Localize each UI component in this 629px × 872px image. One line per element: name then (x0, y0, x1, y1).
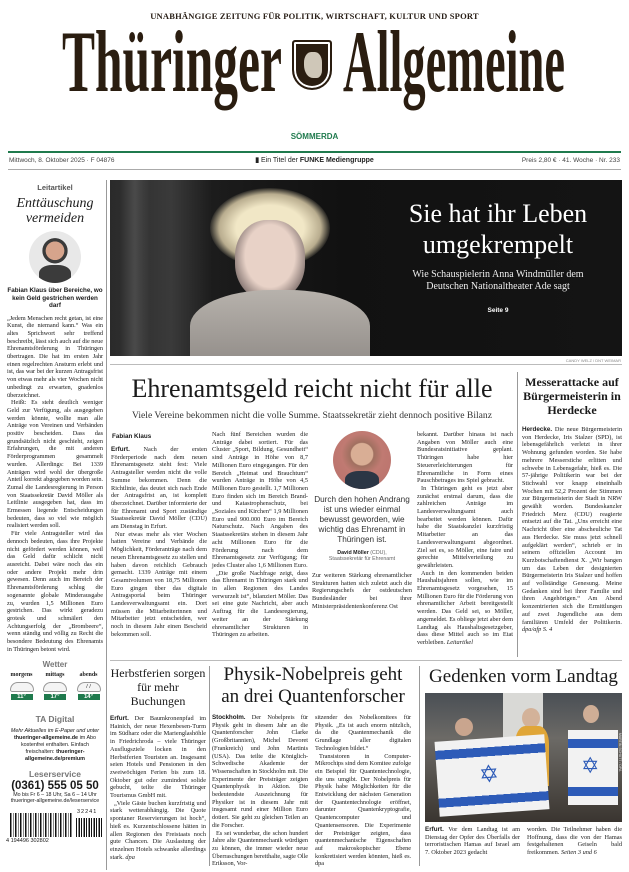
barcode-addon: 32241 (77, 809, 98, 815)
holiday-story (110, 666, 206, 870)
dateline: Erfurt. (425, 826, 444, 833)
quote-author: David Möller (337, 550, 369, 556)
paragraph-text: Der Nobelpreis für Physik geht in diesem Jahr an die Quantenforscher John Clarke (Großbritannien), Michel Devoret (Frankreich) und John Martinis (USA). Das teilte die Königlich-Schwedische Akademie der Wissenschaften in Stockholm mit. Die Experimente der Preisträger zeigten Quantenphysik in Aktion. Die bedeutendste Auszeichnung für Physiker ist in diesem Jahr mit insgesamt rund einer Million Euro dotiert. Sie geht zu gleichen Teilen an die Forscher. (212, 714, 308, 829)
lead-col-1 (111, 446, 207, 656)
weather-slot (40, 672, 71, 700)
premium-link[interactable]: thueringer-allgemeine.de/premium (25, 749, 85, 762)
hero-page-ref[interactable]: Seite 9 (487, 307, 509, 314)
hero-title: Sie hat ihr Leben umgekrempelt (408, 199, 588, 259)
paragraph (110, 800, 206, 862)
dateline: Herdecke. (522, 426, 553, 433)
digital-title: TA Digital (35, 714, 75, 724)
weather-temp: 14° (78, 694, 100, 700)
paragraph: sitzender des Nobelkomitees für Physik. „Es ist auch enorm nützlich, da die Quantenmechanik die Grundlage aller digitalen Technologien bildet.“ (315, 714, 411, 752)
hero-photo[interactable] (110, 180, 622, 356)
paragraph: „Jedem Menschen recht getan, ist eine Kunst, die niemand kann.“ Was ein altes Sprichwort sehr treffend beschreibt, lässt sich auch auf die neue Ehrenamtsförderung in Thüringen übertragen. Die hat im ersten Jahr einen regelrechten Ansturm erlebt und ist, das war bei der kurzen Antragsfrist von etwas mehr als vier Wochen nicht unbedingt zu erwarten, gnadenlos überzeichnet. (7, 314, 103, 399)
weather-slot-label: mittags (45, 672, 65, 678)
weather-slot (73, 672, 104, 700)
service-title: Leserservice (29, 769, 81, 779)
cloud-icon (10, 682, 34, 692)
weather-slot (6, 672, 37, 700)
title-left-wrap (62, 14, 284, 118)
lead-subtitle-wrap (110, 405, 514, 421)
dateline: Erfurt. (110, 715, 129, 722)
paragraph-text: Auch in den kommenden beiden Haushaltsjahren sollen, wie im Ehrenamtsgesetz vorgesehen, 15 Millionen Euro für die Förderung von ehrenamtlicher Arbeit bereitgestellt werden. Das Geld sei, so Möller, angemeldet. Es obliege jetzt aber dem Landtag als Haushaltsgesetzgeber, dass diese Mittel auch so im Etat verbleiben. (417, 569, 513, 646)
masthead-rule (8, 151, 621, 153)
weather-temp: 17° (44, 694, 66, 700)
coat-of-arms-logo (292, 40, 332, 90)
editorial-body (7, 315, 103, 654)
editorial-byline: Fabian Klaus über Bereiche, wo kein Geld gestrichen werden darf (7, 287, 103, 309)
source-ref: dpa (125, 853, 135, 861)
memorial-photo[interactable] (425, 693, 622, 822)
quote-role: Staatssekretär für Ehrenamt (328, 556, 396, 562)
left-column-divider (106, 180, 107, 870)
nobel-col-1 (212, 714, 308, 868)
lead-col-3 (312, 572, 412, 611)
hero-credit: CANDY WELZ / DNT WEIMAR (565, 358, 621, 363)
weather-temp: 11° (11, 694, 33, 700)
author-portrait (29, 231, 81, 283)
dateline: Stockholm. (212, 714, 246, 721)
lead-subtitle: Viele Vereine bekommen nicht die volle Summe. Staatssekretär zieht dennoch positive Bilanz (132, 410, 492, 421)
paragraph: „Die große Nachfrage zeigt, dass das Ehrenamt in Thüringen stark und in allen Regionen des Landes verwurzelt ist“, bilanziert Möller. Das sei eine gute Nachricht, aber auch Auftrag für die Landesregierung, weiter an der Stärkung ehrenamtlicher Strukturen in Thüringen zu arbeiten. (212, 569, 308, 639)
paragraph: Es sei wunderbar, die schon hundert Jahre alte Quantenmechanik würdigen zu können, die immer wieder neue Überraschungen bereithalte, sagte Olle Eriksson, Vor- (212, 829, 309, 868)
editorial-kicker: Leitartikel (37, 183, 73, 192)
paragraph (417, 570, 513, 647)
cross-reference[interactable]: Seiten 3 und 6 (560, 849, 597, 857)
memorial-col-2 (527, 826, 622, 857)
paragraph-text: worden. Die Teilnehmer haben die Hoffnung, dass die von der Hamas festgehaltenen Geiseln bald freikommen. (527, 826, 622, 857)
nobel-headline[interactable]: Physik-Nobelpreis geht an drei Quantenforscher (221, 664, 405, 707)
lead-author: Fabian Klaus (112, 433, 152, 440)
paragraph-text: Nach der ersten Förderperiode nach dem neuen Ehrenamtsgesetz steht fest: Viele Antragsteller werden nicht die volle Summe bekommen. Denn die Richtlinie, das deutet sich nach Ende der Antragsfrist an, ist komplett überzeichnet. Darüber informierte der für Ehrenamt und Sport zuständige Staatssekretär David Möller (CDU) am Dienstag in Erfurt. (111, 446, 207, 531)
paragraph-text: Der Baumkronenpfad im Hainich, der neue Hexenbesen-Turm im Südharz oder die Marienglashöhle in Friedrichroda – viele Thüringer Ausflugsziele locken in den Herbstferien Touristen an. Insgesamt seien Hotels und Pensionen in den zweiwöchigen Ferien bis zum 18. Oktober gut oder zumindest solide gebucht, teilte die Thüringer Tourismus GmbH mit. (110, 715, 206, 800)
title-right: Allgemeine (343, 14, 565, 111)
digital-text-1: Mehr Aktuelles im E-Paper und unter (10, 728, 100, 734)
paragraph (111, 446, 207, 531)
paragraph (527, 826, 622, 857)
date-line: Mittwoch, 8. Oktober 2025 · F 04876 (9, 157, 115, 164)
paragraph: Transistoren in Computer-Mikrochips sind dem Komitee zufolge ein Beispiel für Quantentechnologie, die uns umgibt. Der Nobelpreis für Physik habe Möglichkeiten für die Entwicklung der nächsten Generation der Quantentechnologie eröffnet, darunter Quantenkryptografie, Quantencomputer und Quantensensoren. Die Experimente der Preisträger zeigten, dass quantenmechanische Eigenschaften auf makroskopischer Ebene konkretisiert werden könnten, hieß es. dpa (315, 752, 411, 868)
digital-text-2: im Abo kostenfrei enthalten. Einfach freischalten: (20, 735, 97, 755)
weather-slot-label: abends (79, 672, 98, 678)
digital-link[interactable]: thueringer-allgemeine.de (13, 735, 79, 741)
photo-credit: MARTIN SCHUTT / DPA (618, 733, 622, 772)
service-hours: Mo bis Fr 6 – 18 Uhr, Sa 6 – 14 Uhr (13, 792, 97, 798)
hero-rule (110, 364, 622, 365)
weather-box (6, 660, 104, 845)
weather-title: Wetter (42, 660, 68, 669)
editorial-title: Enttäuschung vermeiden (16, 196, 94, 226)
funke-icon: ▮ (255, 157, 261, 164)
title-right-wrap (343, 14, 567, 118)
memorial-col-1 (425, 826, 520, 857)
tagline: UNABHÄNGIGE ZEITUNG FÜR POLITIK, WIRTSCHAFT, KULTUR UND SPORT (150, 11, 479, 21)
israel-flag: ✡ (435, 734, 550, 816)
title-left: Thüringer (62, 14, 282, 111)
paragraph: bekannt. Darüber hinaus ist nach Angaben von Möller auch eine Bundesratsinitiative geplant. Thüringen habe hier Steuererleichterungen für Ehrenamtliche in Form eines Pauschbetrages ins Spiel gebracht. (417, 431, 513, 485)
holiday-body (110, 715, 206, 861)
paragraph (522, 426, 622, 634)
paragraph: Für viele Antragsteller wird das dennoch bedeuten, dass ihre Projekte nicht gefördert werden können, weil das Geld dafür schlicht nicht ausreicht. Dabei wäre noch das ein oder andere Projekt mehr drin gewesen. Denn auch im Bereich der Ehrenamtsförderung schlug die sogenannte globale Minderausgabe zu, wurden 1,5 Millionen Euro gestrichen. Das wirkt geradezu grotesk und schmälert den Achtungserfolg der „Brombeere“, wenn ständig und völlig zu Recht die besondere Bedeutung des Ehrenamts in Thüringen betont wird. (7, 530, 103, 653)
service-phone: (0361) 555 05 50 (11, 780, 99, 792)
cloud-icon (43, 682, 67, 692)
publisher-prefix: Ein Titel der (260, 157, 298, 164)
lead-headline[interactable]: Ehrenamtsgeld reicht nicht für alle (131, 374, 493, 403)
side-headline[interactable]: Messerattacke auf Bürgermeisterin in Herdecke (523, 375, 621, 417)
lead-headline-wrap (110, 374, 514, 404)
paragraph-text: Vor dem Landtag ist am Dienstag der Opfer des Überfalls der terroristischen Hamas auf Israel am 7. Oktober 2023 gedacht (425, 826, 520, 857)
cross-reference[interactable]: Leitartikel (446, 638, 473, 646)
paragraph-text: Die neue Bürgermeisterin von Herdecke, Iris Stalzer (SPD), ist lebensgefährlich verletzt in ihrer Wohnung gefunden worden. Sie habe mehrere Messerstiche erlitten und schwebe in Lebensgefahr, hieß es. Die 57-jährige Politikerin war bei der Stichwahl vor knapp eineinhalb Wochen mit 52,2 Prozent der Stimmen zur Bürgermeisterin der Stadt in NRW gewählt worden. Bundeskanzler Friedrich Merz (CDU) reagierte entsetzt auf die Tat. „Uns erreicht eine Nachricht über eine abscheuliche Tat aus Herdecke. Sie muss jetzt schnell aufgeklärt werden“, schrieb er in seinem offiziellen Account im Kurzbotschaftendienst X. „Wir bangen um das Leben der designierten Bürgermeisterin Iris Stalzer und hoffen auf vollständige Genesung. Meine Gedanken sind bei ihrer Familie und ihren Angehörigen.“ Am Abend konzentrierten sich die Ermittlungen auf zwei Jugendliche aus dem familiären Umfeld der Politikerin. (522, 426, 622, 626)
bottom-divider-1 (209, 666, 210, 866)
paragraph: Nach fünf Bereichen wurden die Anträge dabei sortiert. Für das Cluster „Sport, Bildung, Gesundheit“ sind Anträge in Höhe von 8,7 Millionen Euro eingegangen. Für den Bereich „Heimat und Brauchtum“ wurden Anträge in Höhe von 4,5 Millionen Euro gestellt. 1,7 Millionen Euro finden sich im Bereich Brand- und Katastrophenschutz, bei „Soziales und Kirchen“ 1,9 Millionen Euro und 900.000 Euro im Bereich Naturschutz. Nach Angaben des Staatssekretärs stehen in diesem Jahr acht Millionen Euro für die Förderung nach dem Ehrenamtsgesetz zur Verfügung; für jedes Cluster also 1,6 Millionen Euro. (212, 431, 308, 569)
weather-slot-label: morgens (10, 672, 33, 678)
paragraph-text: „Viele Gäste buchen kurzfristig und stark wetterabhängig. Die Quote spontaner Reservierungen ist hoch“, hieß es. Kurzentschlossene hätten in allen Regionen des Freistaats noch gute Chancen. Die Auslastung der einzelnen Hotels schwanke allerdings stark. (110, 799, 206, 861)
edition-label: SÖMMERDA (290, 132, 339, 141)
dateline: Erfurt. (111, 446, 130, 453)
paragraph: Heißt: Es steht deutlich weniger Geld zur Verfügung, als ausgegeben werden könnte, wollte man alle Anträge von Vereinen und Verbänden positiv bescheiden. Dass das grundsätzlich nicht geschieht, zeigen Erfahrungen, die mit anderen Förderprogrammen gesammelt wurden. Allerdings: Bei 1339 Anträgen wird wohl der übergroße Anteil korrekt abgegeben worden sein. Zumal die Landesregierung in Person von Staatssekretär David Möller als Leitlinie ausgegeben hat, dass im Ermessen liegende Entscheidungen bedeuten, dass so viel wie möglich realisiert werden soll. (7, 399, 103, 530)
side-body (522, 426, 622, 634)
quote-text: Durch den hohen Andrang ist uns wieder einmal bewusst geworden, wie wichtig das Ehrenamt in Thüringen ist. (314, 495, 410, 544)
section-rule (110, 660, 622, 661)
info-rule (8, 169, 621, 170)
lead-col-4 (417, 431, 513, 656)
editorial (7, 183, 103, 655)
digital-text (6, 728, 104, 763)
barcode (6, 809, 104, 845)
quote-party: (CDU), (370, 550, 387, 556)
side-story (522, 375, 622, 656)
israel-flag: ✡ (568, 730, 618, 805)
rain-cloud-icon: / / (77, 682, 101, 692)
holiday-headline[interactable]: Herbstferien sorgen für mehr Buchungen (110, 666, 206, 708)
publisher-line (210, 156, 419, 164)
paragraph (110, 715, 206, 800)
service-url[interactable]: thueringer-allgemeine.de/leserservice (10, 798, 100, 804)
paragraph: In Thüringen geht es jetzt aber zunächst erstmal darum, dass die zahlreichen Anträge im Landesverwaltungsamt auch bearbeitet werden können. Dafür habe die Staatskanzlei kurzfristig Mitarbeiter an das Landesverwaltungsamt abgeordnet. Ziel sei es, so Möller, eine faire und gerechte Mittelverteilung zu gewährleisten. (417, 484, 513, 569)
barcode-number: 4 194496 302802 (6, 838, 49, 844)
price-line: Preis 2,80 € · 41. Woche · Nr. 233 (521, 157, 620, 164)
source-ref: dpa/afp S. 4 (522, 626, 553, 634)
quote-box (312, 431, 412, 656)
moeller-portrait (333, 431, 391, 489)
bottom-divider-2 (419, 666, 420, 866)
paragraph (212, 714, 308, 830)
paragraph (425, 826, 520, 857)
hero-subtitle: Wie Schauspielerin Anna Windmüller dem Deutschen Nationaltheater Ade sagt (412, 269, 584, 292)
side-divider (517, 372, 518, 657)
lead-col-2 (212, 431, 308, 656)
memorial-story (425, 666, 622, 870)
memorial-headline[interactable]: Gedenken vorm Landtag (429, 666, 618, 687)
paragraph: Zur weiteren Stärkung ehrenamtlicher Strukturen hatten sich zuletzt auch die Regierungschefs der ostdeutschen Bundesländer bei ihrer Ministerpräsidentenkonferenz Ost (312, 572, 412, 610)
masthead (0, 0, 629, 175)
paragraph: Nur etwas mehr als vier Wochen hatten Vereine und Verbände die Möglichkeit, Förderanträge nach dem neuen Ehrenamtsgesetz zu stellen und haben davon reichlich Gebrauch gemacht. 1339 Anträge mit einem Gesamtvolumen von 18,75 Millionen Euro gingen über das digitale Antragsportal beim Thüringer Landesverwaltungsamt ein. Dort müssen die Mitarbeiterinnen und Mitarbeiter jetzt entscheiden, wer noch in diesem Jahr einen Bescheid bekommen soll. (111, 530, 207, 638)
publisher-name: FUNKE Mediengruppe (299, 157, 374, 164)
nobel-story (212, 664, 414, 870)
nobel-col-2 (315, 714, 411, 868)
